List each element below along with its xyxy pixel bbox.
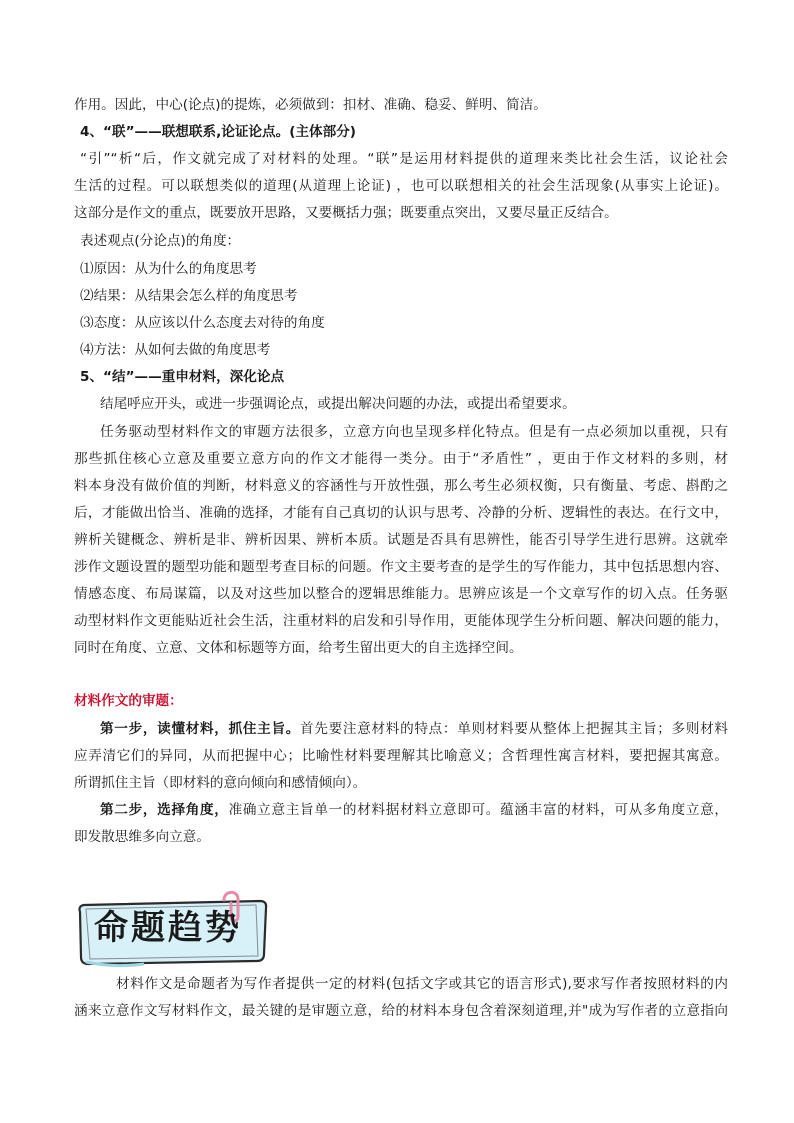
step-text: 准确立意主旨单一的材料据材料立意即可。蕴涵丰富的材料，可从多角度立意， bbox=[228, 802, 729, 818]
heading-5: 5、“结”——重申材料，深化论点 bbox=[80, 369, 285, 385]
list-item: ⑵结果：从结果会怎么样的角度思考 bbox=[80, 288, 298, 304]
text-line: 结尾呼应开头，或进一步强调论点，或提出解决问题的办法，或提出希望要求。 bbox=[100, 396, 576, 412]
list-item: ⑷方法：从如何去做的角度思考 bbox=[80, 342, 271, 358]
list-item: ⑴原因：从为什么的角度思考 bbox=[80, 261, 257, 277]
text-line: 这部分是作文的重点，既要放开思路，又要概括力强；既要重点突出，又要尽量正反结合。 bbox=[74, 205, 618, 221]
step-label: 第一步，读懂材料，抓住主旨。 bbox=[100, 721, 301, 737]
text-line: 任务驱动型材料作文的审题方法很多，立意方向也呈现多样化特点。但是有一点必须加以重视，只有 bbox=[100, 424, 728, 440]
text-line: 材料作文是命题者为写作者提供一定的材料(包括文字或其它的语言形式),要求写作者按照材料的内 bbox=[116, 976, 728, 992]
text-line: 同时在角度、立意、文体和标题等方面，给考生留出更大的自主选择空间。 bbox=[74, 640, 523, 656]
text-line: 情感态度、布局谋篇，以及对这些加以整合的逻辑思维能力。思辨应该是一个文章写作的切入点。任务驱 bbox=[74, 586, 728, 602]
heading-4: 4、“联”——联想联系,论证论点。(主体部分) bbox=[80, 124, 357, 140]
text-line: 涉作文题设置的题型功能和题型考查目标的问题。作文主要考查的是学生的写作能力，其中包括思想内容、 bbox=[74, 559, 728, 575]
text-line: 动型材料作文更能贴近社会生活，注重材料的启发和引导作用，更能体现学生分析问题、解决问题的能力， bbox=[74, 613, 728, 629]
text-line: 表述观点(分论点)的角度： bbox=[80, 233, 241, 249]
text-line: “引”“析“后，作文就完成了对材料的处理。“联”是运用材料提供的道理来类比社会生活，议论社会 bbox=[80, 151, 728, 167]
text-line bbox=[100, 716, 728, 742]
text-line: 应弄清它们的异同，从而把握中心；比喻性材料要理解其比喻意义；含哲理性寓言材料，要把握其寓意。 bbox=[74, 748, 728, 764]
text-line: 作用。因此，中心(论点)的提炼，必须做到：扣材、准确、稳妥、鲜明、简洁。 bbox=[74, 97, 547, 113]
text-line: 辨析关键概念、辨析是非、辨析因果、辨析本质。试题是否具有思辨性，能否引导学生进行思辨。这就牵 bbox=[74, 532, 728, 548]
text-line bbox=[100, 797, 728, 823]
text-line: 涵来立意作文写材料作文，最关键的是审题立意，给的材料本身包含着深刻道理,并"成为写作者的立意指向 bbox=[74, 1003, 728, 1019]
step-text: 首先要注意材料的特点：单则材料要从整体上把握其主旨；多则材料 bbox=[300, 721, 729, 737]
section-title: 材料作文的审题： bbox=[74, 693, 183, 709]
step-label: 第二步，选择角度， bbox=[100, 802, 229, 818]
text-line: 后，才能做出恰当、准确的选择，才能有自己真切的认识与思考、冷静的分析、逻辑性的表达。在行文中， bbox=[74, 505, 728, 521]
text-line: 所谓抓住主旨（即材料的意向倾向和感情倾向）。 bbox=[74, 775, 367, 791]
trend-banner bbox=[74, 884, 274, 974]
text-line: 生活的过程。可以联想类似的道理(从道理上论证) ，也可以联想相关的社会生活现象(从事实上论证)。 bbox=[74, 178, 728, 194]
list-item: ⑶态度：从应该以什么态度去对待的角度 bbox=[80, 315, 325, 331]
banner-title: 命题趋势 bbox=[94, 908, 242, 948]
text-line: 即发散思维多向立意。 bbox=[74, 829, 210, 845]
text-line: 料本身没有做价值的判断，材料意义的容涵性与开放性强，那么考生必须权衡，只有衡量、考虑、斟酌之 bbox=[74, 478, 728, 494]
text-line: 那些抓住核心立意及重要立意方向的作文才能得一类分。由于“矛盾性” ，更由于作文材料的多则，材 bbox=[74, 451, 728, 467]
